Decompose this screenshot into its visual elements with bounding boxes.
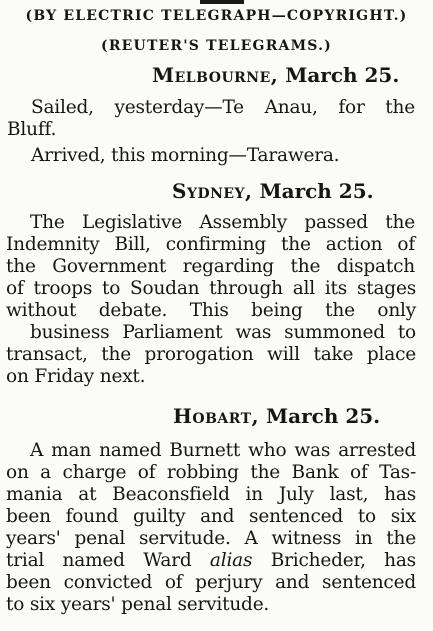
body-line: business Parliament was summoned to: [30, 322, 416, 343]
body-line: of troops to Soudan through all its stages: [6, 278, 416, 299]
header-line-reuters: (REUTER'S TELEGRAMS.): [101, 38, 332, 54]
body-line: Sailed, yesterday—Te Anau, for the: [31, 97, 415, 118]
body-line: Arrived, this morning—Tarawera.: [31, 145, 340, 166]
body-line-alias: trial named Ward alias Bricheder, has: [6, 550, 416, 571]
body-line: without debate. This being the only: [6, 300, 416, 321]
body-line: the Government regarding the dispatch: [6, 256, 415, 277]
body-line: been convicted of perjury and sentenced: [6, 572, 416, 593]
body-line: transact, the prorogation will take place: [6, 344, 416, 365]
body-line: Bluff.: [7, 119, 57, 140]
body-line: on a charge of robbing the Bank of Tas-: [6, 462, 416, 483]
body-line: years' penal servitude. A witness in the: [6, 528, 416, 549]
body-line: on Friday next.: [6, 366, 146, 387]
dateline-melbourne: Melbourne, March 25.: [152, 63, 400, 87]
body-line: The Legislative Assembly passed the: [30, 212, 415, 233]
body-line: A man named Burnett who was arrested: [30, 440, 416, 461]
alias-word: alias: [209, 550, 253, 571]
dateline-sydney: Sydney, March 25.: [172, 179, 374, 203]
header-line-telegraph: (BY ELECTRIC TELEGRAPH—COPYRIGHT.): [25, 8, 408, 24]
body-line: mania at Beaconsfield in July last, has: [6, 484, 416, 505]
top-rule: [200, 0, 244, 4]
body-line: been found guilty and sentenced to six: [6, 506, 416, 527]
dateline-hobart: Hobart, March 25.: [173, 404, 381, 428]
body-line: to six years' penal servitude.: [6, 594, 270, 615]
body-line: Indemnity Bill, confirming the action of: [6, 234, 415, 255]
